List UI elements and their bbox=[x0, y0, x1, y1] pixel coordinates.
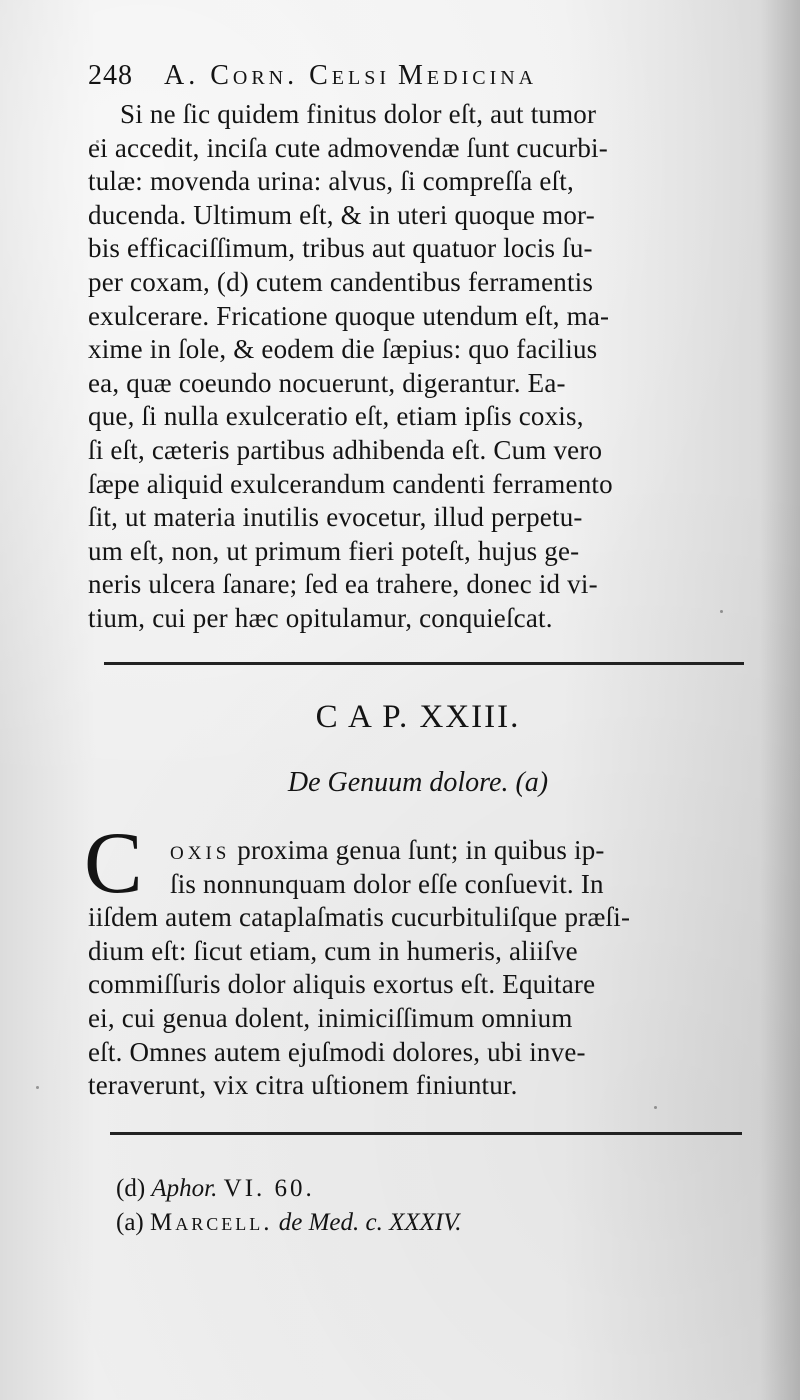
text-line: Si ne ſic quidem finitus dolor eſt, aut tumor bbox=[120, 99, 597, 129]
footnote-mark: (a) bbox=[116, 1209, 144, 1236]
chapter-subtitle: De Genuum dolore. (a) bbox=[287, 767, 549, 798]
paper-speck bbox=[36, 1086, 39, 1089]
text-line: eſt. Omnes autem ejuſmodi dolores, ubi inve- bbox=[88, 1036, 586, 1067]
paper-speck bbox=[96, 140, 99, 143]
chapter-rule-top bbox=[104, 662, 744, 665]
text-line: ei, cui genua dolent, inimiciſſimum omnium bbox=[88, 1002, 573, 1033]
text-line: per coxam, (d) cutem candentibus ferramentis bbox=[88, 266, 594, 297]
text-line: ſis nonnunquam dolor eſſe conſuevit. In bbox=[170, 868, 604, 899]
text-line: ſæpe aliquid exulcerandum candenti ferramento bbox=[88, 468, 613, 499]
text-line: ſit, ut materia inutilis evocetur, illud perpetu- bbox=[88, 502, 583, 533]
text-line: ſi eſt, cæteris partibus adhibenda eſt. Cum vero bbox=[88, 434, 603, 465]
text-line: xime in ſole, & eodem die ſæpius: quo facilius bbox=[88, 334, 598, 365]
first-line-rest: proxima genua ſunt; in quibus ip- bbox=[237, 835, 605, 865]
page-edge-shadow bbox=[760, 0, 800, 1400]
footnote-author: Marcell. bbox=[150, 1209, 273, 1236]
running-head-work: Medicina bbox=[398, 60, 538, 91]
footnotes bbox=[116, 1172, 756, 1240]
page-number: 248 bbox=[88, 60, 133, 91]
text-line: iiſdem autem cataplaſmatis cucurbituliſque præſi- bbox=[88, 902, 631, 933]
chapter-passage bbox=[88, 834, 760, 1103]
footnote-d bbox=[116, 1172, 756, 1206]
text-line: bis efficaciſſimum, tribus aut quatuor locis ſu- bbox=[88, 233, 593, 264]
footnote-a bbox=[116, 1206, 756, 1240]
text-line: ea, quæ coeundo nocuerunt, digerantur. Ea- bbox=[88, 367, 566, 398]
running-head-author: A. Corn. Celsi bbox=[164, 60, 391, 91]
text-line: tulæ: movenda urina: alvus, ſi compreſſa eſt, bbox=[88, 166, 574, 197]
footnote-source: Aphor. bbox=[151, 1175, 218, 1202]
top-passage bbox=[88, 98, 760, 636]
paper-speck bbox=[720, 610, 723, 613]
text-line: um eſt, non, ut primum fieri poteſt, hujus ge- bbox=[88, 535, 580, 566]
paper-speck bbox=[654, 1106, 657, 1109]
text-line: ducenda. Ultimum eſt, & in uteri quoque mor- bbox=[88, 199, 595, 230]
text-line: exulcerare. Fricatione quoque utendum eſt, ma- bbox=[88, 300, 610, 331]
text-line bbox=[88, 834, 760, 868]
text-line: ei accedit, inciſa cute admovendæ ſunt cucurbi- bbox=[88, 132, 608, 163]
text-line: neris ulcera ſanare; ſed ea trahere, donec id vi- bbox=[88, 569, 598, 600]
footnote-ref: VI. 60. bbox=[223, 1175, 315, 1202]
footnote-mark: (d) bbox=[116, 1175, 146, 1202]
first-word-rest: oxis bbox=[170, 835, 231, 865]
text-line: dium eſt: ſicut etiam, cum in humeris, aliiſve bbox=[88, 935, 578, 966]
text-line: que, ſi nulla exulceratio eſt, etiam ipſis coxis, bbox=[88, 401, 584, 432]
text-line: teraverunt, vix citra uſtionem finiuntur. bbox=[88, 1070, 518, 1101]
drop-cap-initial: C bbox=[84, 815, 143, 912]
running-head bbox=[88, 58, 748, 94]
text-line: tium, cui per hæc opitulamur, conquieſcat. bbox=[88, 602, 553, 633]
footnote-rule bbox=[110, 1132, 742, 1135]
chapter-title: C A P. XXIII. bbox=[315, 699, 521, 735]
footnote-source: de Med. c. XXXIV. bbox=[278, 1209, 462, 1236]
text-line: commiſſuris dolor aliquis exortus eſt. Equitare bbox=[88, 969, 596, 1000]
